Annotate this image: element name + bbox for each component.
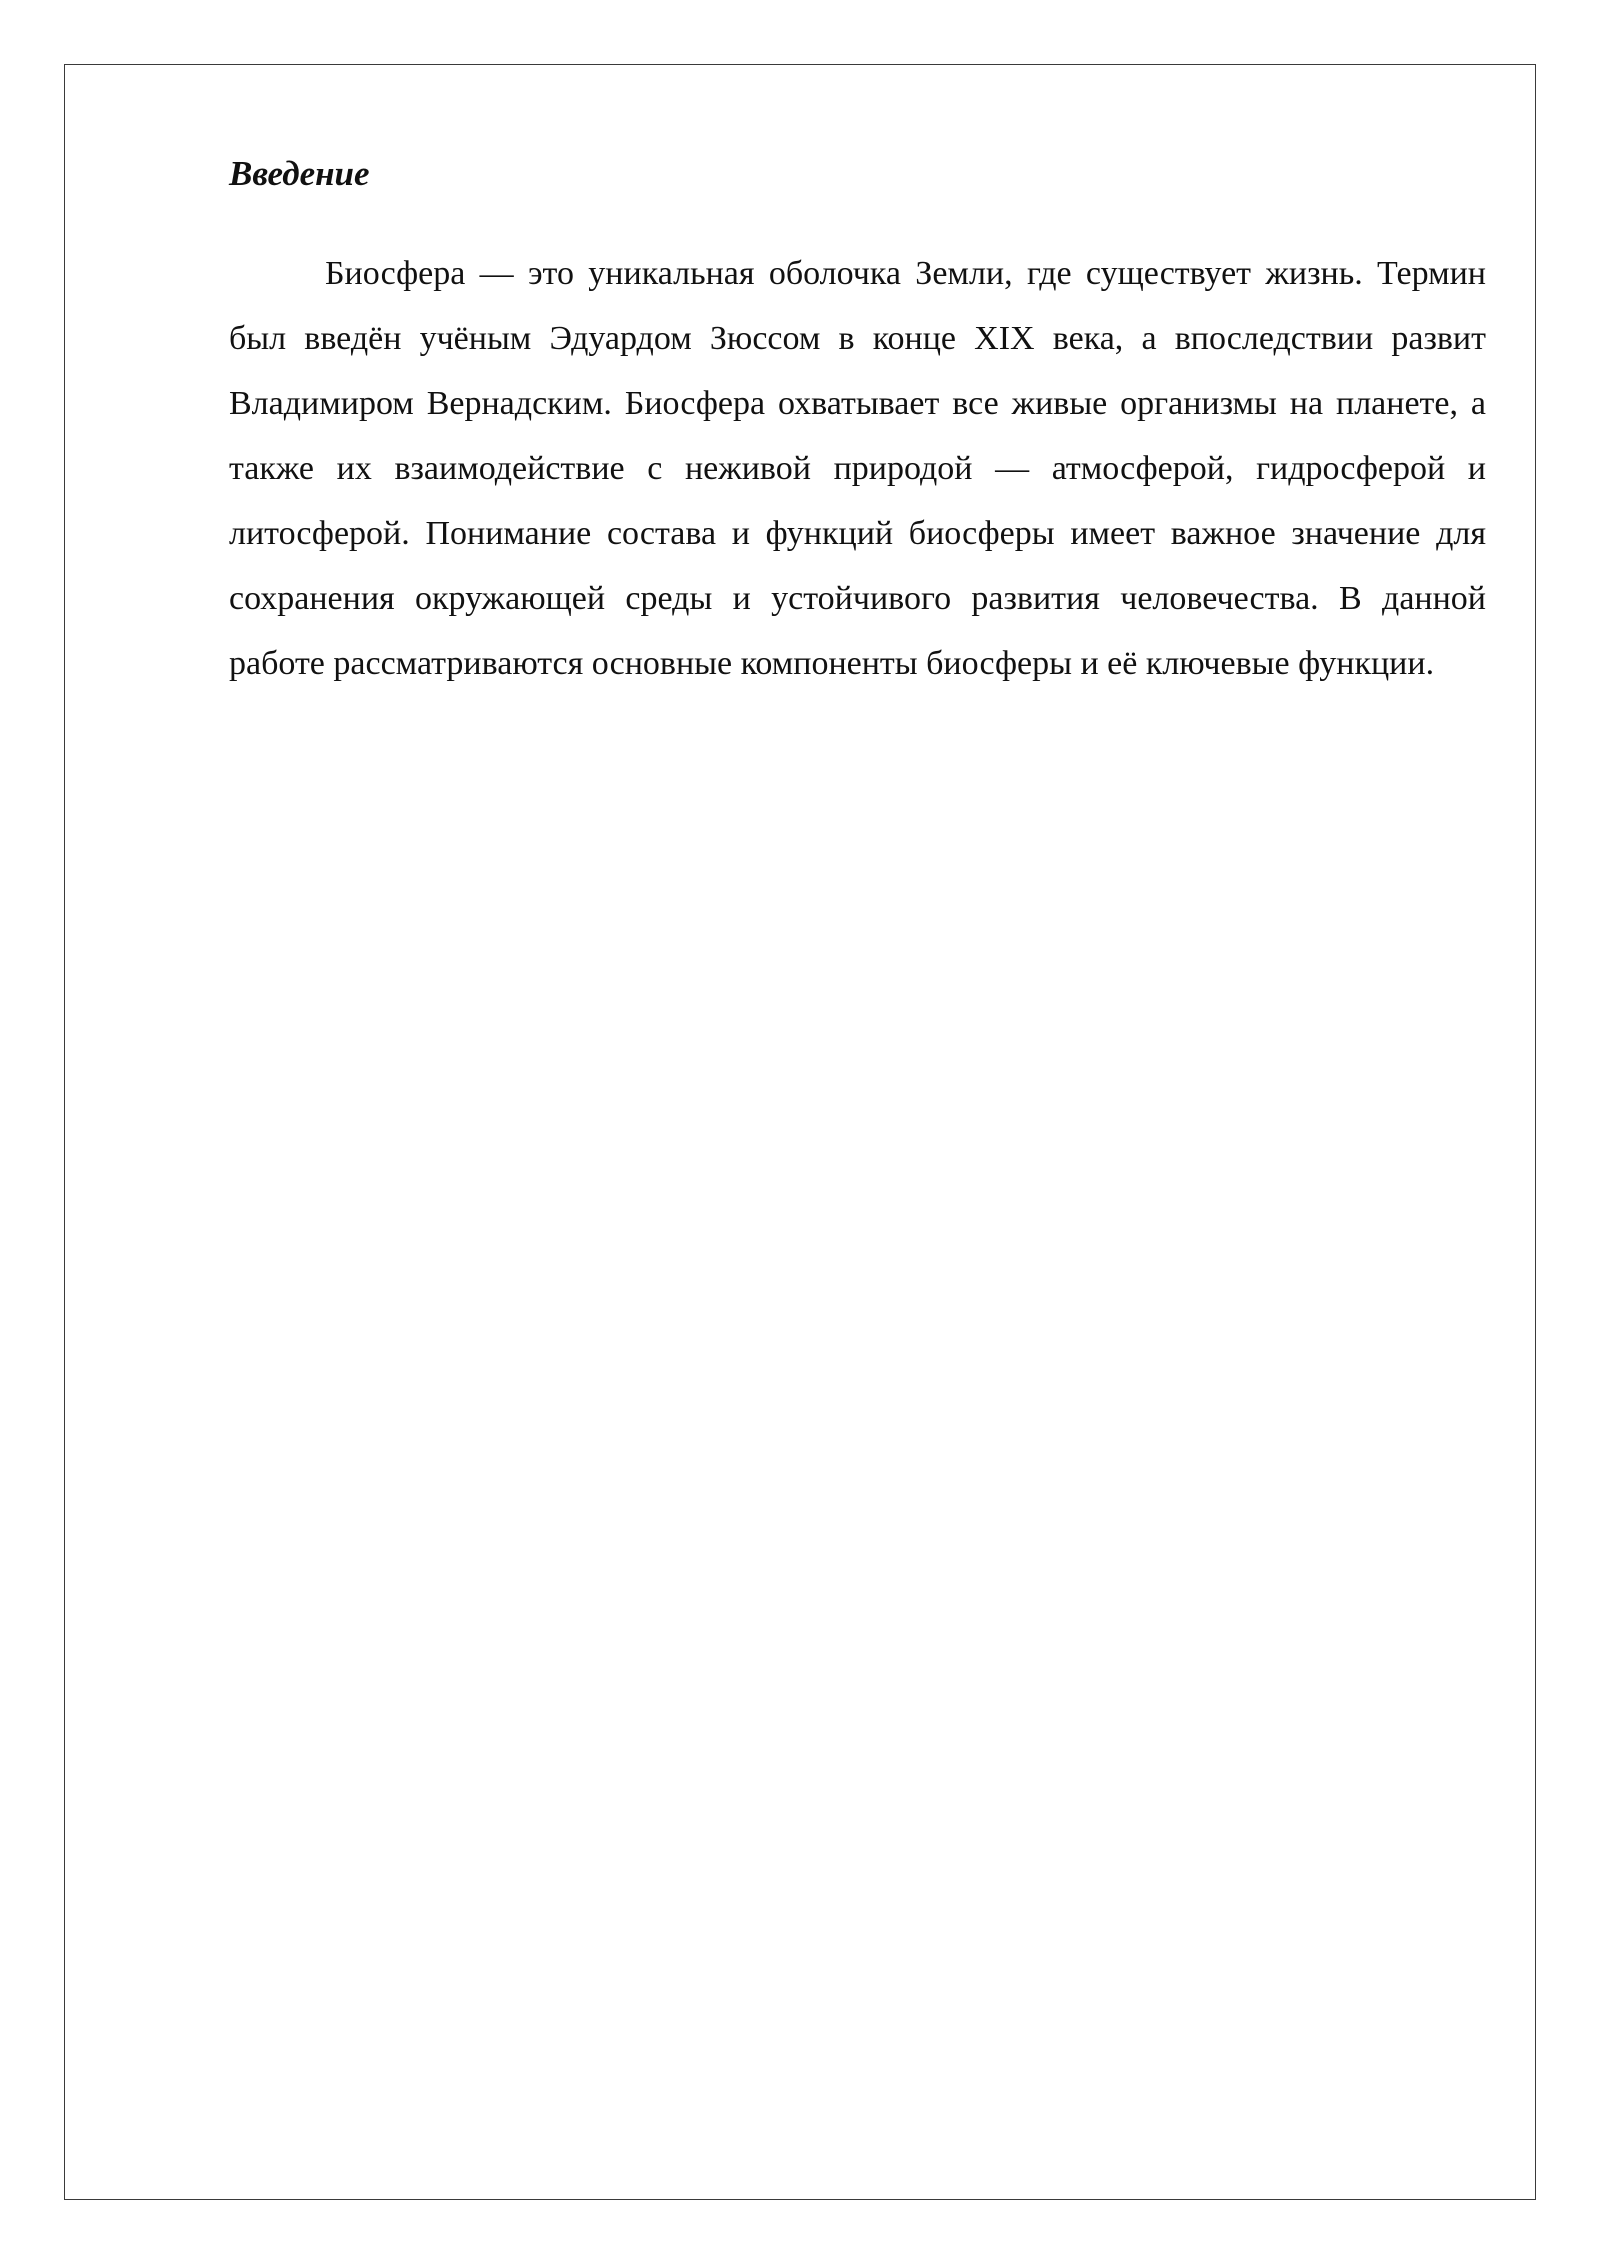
section-heading: Введение: [229, 154, 370, 193]
intro-paragraph: Биосфера — это уникальная оболочка Земли, где существует жизнь. Термин был введён учёным Эдуардом Зюссом в конце XIX века, а впоследствии развит Владимиром Вернадским. Биосфера охватывает все живые организмы на планете, а также их взаимодействие с неживой природой — атмосферой, гидросферой и литосферой. Понимание состава и функций биосферы имеет важное значение для сохранения окружающей среды и устойчивого развития человечества. В данной работе рассматриваются основные компоненты биосферы и её ключевые функции.: [229, 255, 1486, 682]
document-body: [229, 148, 1486, 696]
